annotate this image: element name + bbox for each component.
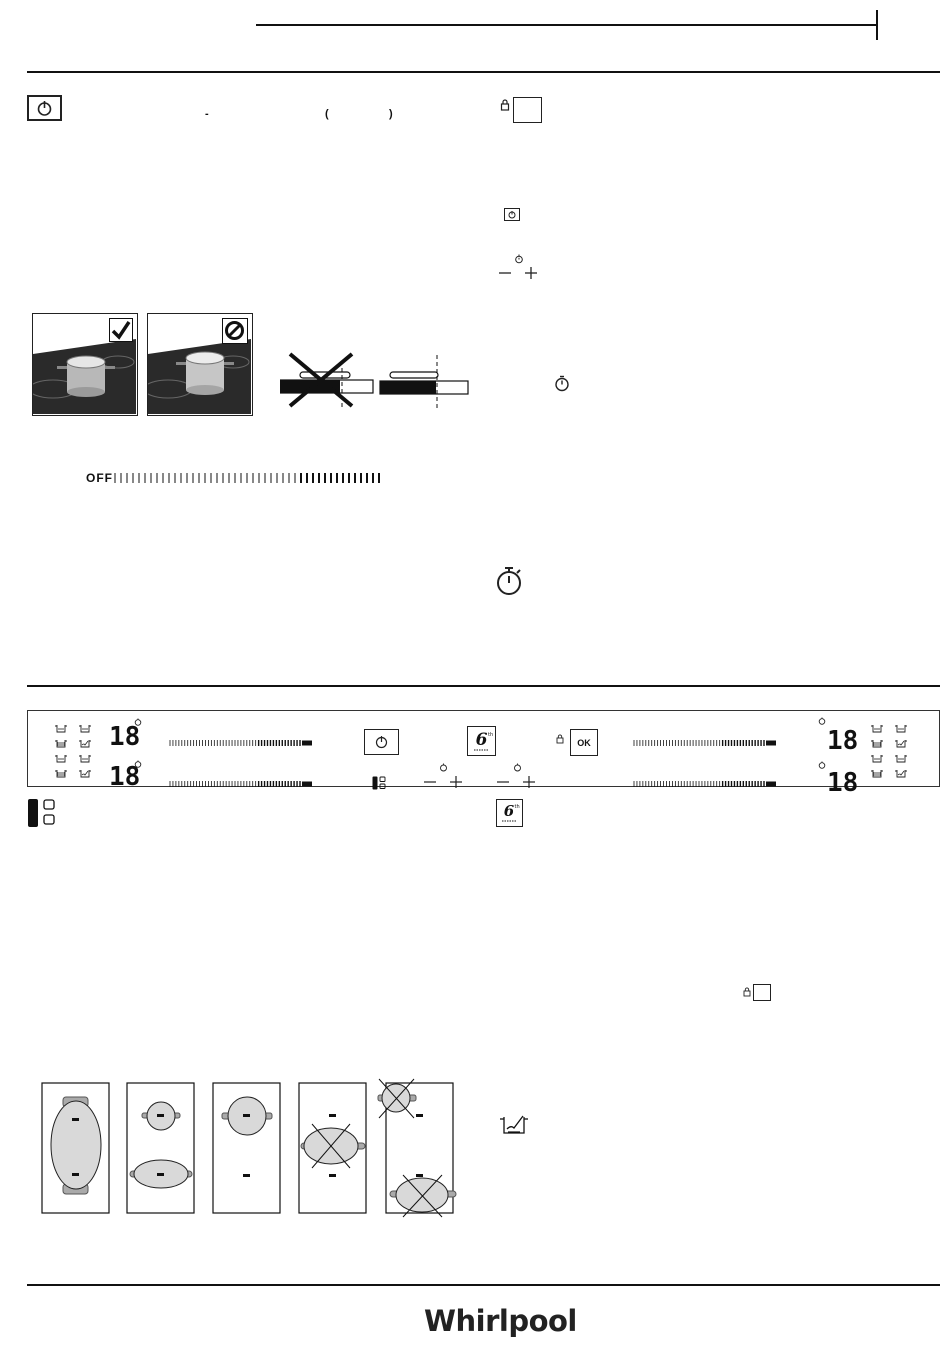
- plus-icon[interactable]: [524, 266, 538, 280]
- cooking-function-icon: [55, 740, 67, 747]
- minus-icon[interactable]: [496, 777, 510, 787]
- cooking-function-icon: [871, 740, 883, 747]
- scale-end-bar: [766, 782, 776, 787]
- power-key-small[interactable]: [504, 208, 520, 221]
- cooking-function-icon: [55, 755, 67, 762]
- svg-text:th: th: [514, 804, 520, 810]
- plus-icon[interactable]: [449, 775, 463, 789]
- power-slider-right-bottom[interactable]: [632, 780, 778, 788]
- minus-icon[interactable]: [498, 268, 512, 278]
- timer-icon: [818, 761, 826, 769]
- minus-icon[interactable]: [423, 777, 437, 787]
- lock-icon: [500, 99, 510, 111]
- stopwatch-icon: [554, 375, 570, 392]
- cooking-function-icons-left: [52, 722, 98, 782]
- power-level-off-label: OFF: [86, 471, 113, 485]
- display-left-bottom: 18: [109, 762, 141, 792]
- cooking-function-icon: [871, 725, 883, 732]
- cooking-function-icon: [895, 740, 907, 747]
- section-rule-top: [27, 71, 940, 73]
- prohibited-icon: [222, 318, 248, 344]
- cooking-function-icon: [55, 725, 67, 732]
- power-slider-right-top[interactable]: [632, 739, 778, 747]
- cooking-function-icon: [79, 740, 91, 747]
- cooking-function-icon: [895, 755, 907, 762]
- zone-select-icon[interactable]: [372, 776, 386, 790]
- lock-icon: [556, 734, 564, 744]
- section-rule-mid: [27, 685, 940, 687]
- power-text-paren-close: ): [389, 108, 393, 120]
- header-tick: [876, 10, 878, 40]
- power-icon: [29, 97, 60, 119]
- lock-icon: [743, 987, 751, 997]
- svg-text:6: 6: [503, 802, 515, 820]
- lock-key-small[interactable]: [753, 984, 771, 1001]
- sixth-sense-icon: [497, 800, 521, 825]
- pan-position-correct-diagram: [378, 355, 470, 410]
- plus-icon[interactable]: [522, 775, 536, 789]
- sixth-sense-icon: [468, 727, 495, 755]
- power-key[interactable]: [27, 95, 62, 121]
- boil-icon: [498, 1113, 530, 1137]
- timer-icon: [134, 718, 142, 726]
- pan-placement-diagram-1: [41, 1082, 111, 1214]
- timer-icon: [439, 763, 448, 772]
- timer-icon: [514, 254, 524, 264]
- power-icon: [365, 730, 398, 754]
- pot-photo-correct: [32, 313, 138, 416]
- power-text-paren-open: (: [325, 108, 329, 120]
- power-text-dash: -: [205, 108, 209, 120]
- power-slider-left-top[interactable]: [168, 739, 314, 747]
- svg-text:6: 6: [475, 730, 488, 750]
- cooking-function-icon: [79, 725, 91, 732]
- cooking-function-icon: [871, 770, 883, 777]
- timer-icon: [513, 763, 522, 772]
- pan-position-wrong-diagram: [280, 348, 375, 410]
- check-icon: [109, 318, 133, 342]
- cooking-function-icon: [895, 770, 907, 777]
- stopwatch-icon: [495, 564, 525, 596]
- cooking-function-icon: [871, 755, 883, 762]
- timer-icon: [134, 760, 142, 768]
- sixth-sense-key[interactable]: [496, 799, 523, 827]
- lock-key[interactable]: [513, 97, 542, 123]
- scale-end-bar: [766, 741, 776, 746]
- cooking-function-icon: [895, 725, 907, 732]
- scale-end-bar: [302, 741, 312, 746]
- power-icon: [505, 209, 519, 220]
- display-left-top: 18: [109, 722, 141, 752]
- display-right-top: 18: [827, 726, 859, 756]
- timer-icon: [818, 717, 826, 725]
- pan-placement-diagram-5: [376, 1074, 458, 1220]
- cooking-function-icon: [79, 755, 91, 762]
- panel-sixth-sense-key[interactable]: [467, 726, 496, 756]
- cooking-function-icon: [55, 770, 67, 777]
- pot-photo-wrong: [147, 313, 253, 416]
- display-right-bottom: 18: [827, 768, 859, 798]
- panel-power-key[interactable]: [364, 729, 399, 755]
- scale-end-bar: [302, 782, 312, 787]
- ok-label: OK: [577, 737, 591, 748]
- whirlpool-logo: Whirlpool: [424, 1304, 577, 1338]
- cooking-function-icons-right: [868, 722, 914, 782]
- svg-text:th: th: [488, 732, 494, 738]
- pan-placement-diagram-2: [126, 1082, 196, 1214]
- zone-select-icon: [27, 798, 57, 828]
- pan-placement-diagram-4: [298, 1082, 368, 1214]
- footer-rule: [27, 1284, 940, 1286]
- power-level-scale: [113, 472, 383, 484]
- panel-ok-key[interactable]: [570, 729, 598, 756]
- header-rule: [256, 24, 876, 26]
- pan-placement-diagram-3: [212, 1082, 282, 1214]
- power-slider-left-bottom[interactable]: [168, 780, 314, 788]
- cooking-function-icon: [79, 770, 91, 777]
